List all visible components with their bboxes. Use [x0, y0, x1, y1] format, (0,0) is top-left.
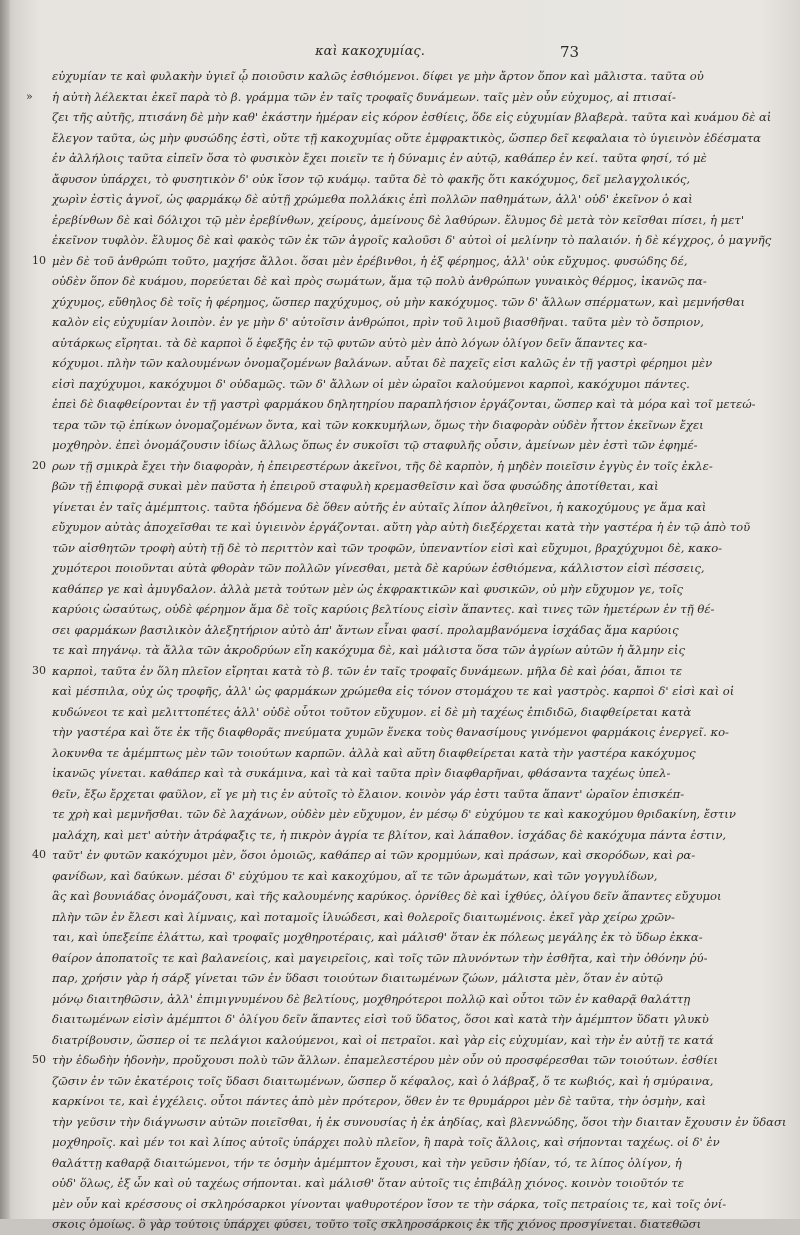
line-text: κόχυμοι. πλὴν τῶν καλουμένων ὀνομαζομένων βαλάνων. αὗται δὲ παχεῖς εἰσι καλῶς ἐν τῇ γαστρὶ φέρημοι μὲν — [52, 356, 713, 370]
line-text: τε χρὴ καὶ μεμνῆσθαι. τῶν δὲ λαχάνων, οὐδὲν μὲν εὔχυμον, ἐν μέσῳ δ' εὐχύμου τε καὶ κακοχύμου θριδακίνη, ἔστιν — [52, 807, 736, 821]
text-line — [52, 620, 742, 641]
line-text: οὐδὲν ὅπον δὲ κυάμου, πορεύεται δὲ καὶ πρὸς σωμάτων, ἅμα τῷ πολὺ ἀνθρώπων γυναικὸς θέρμος, ἱκανῶς πα- — [52, 274, 707, 288]
text-line — [26, 87, 742, 108]
line-text: διατρίβουσιν, ὥσπερ οἱ τε πελάγιοι καλούμενοι, καὶ οἱ πετραῖοι. καὶ γὰρ εἰς εὐχυμίαν, καὶ τὴν ἐν αὐτῇ τε κατά — [52, 1032, 714, 1047]
text-line — [52, 1009, 742, 1030]
text-line — [52, 1132, 742, 1153]
line-text: εἰσὶ παχύχυμοι, κακόχυμοι δ' οὐδαμῶς. τῶν δ' ἄλλων οἱ μὲν ὡραῖοι καλούμενοι καρποὶ, κακόχυμοι πάντες. — [52, 376, 690, 391]
text-line — [52, 886, 742, 907]
text-line — [52, 210, 745, 231]
text-line — [32, 661, 742, 682]
text-line — [52, 415, 742, 436]
line-text: σκοις ὁμοίως. ὃ γὰρ τούτοις ὑπάρχει φύσει, τοῦτο τοῖς σκληροσάρκοις ἐκ τῆς χιόνος προσγίνεται. διατεθῶσι — [52, 1217, 702, 1231]
text-line — [52, 1153, 742, 1174]
line-text: μὲν οὖν καὶ κρέσσους οἱ σκληρόσαρκοι γίνονται ψαθυροτέρον ἴσον τε τὴν σάρκα, τοῖς πετραίοις τε, καὶ τοῖς ὀνί- — [52, 1196, 727, 1211]
text-line — [52, 1173, 742, 1194]
text-line — [52, 312, 742, 333]
text-line — [52, 927, 742, 948]
line-text: εὐχυμίαν τε καὶ φυλακὴν ὑγιεῖ ᾧ ποιοῦσιν καλῶς ἐσθιόμενοι. δίφει γε μὴν ἄρτον ὅπον καὶ μᾶλιστα. ταῦτα οὐ — [52, 69, 704, 83]
line-number: 50 — [32, 1053, 46, 1066]
book-spine-shadow — [0, 0, 10, 1219]
line-text: χυμότεροι ποιοῦνται αὐτὰ φθορὰν τῶν πολλῶν γίνεσθαι, μετὰ δὲ καρύων ἐσθιόμενα, κάλλιστον εἰσὶ πέσσεις, — [52, 561, 705, 575]
line-text: τῶν αἰσθητῶν τροφὴ αὐτὴ τῇ δὲ τὸ περιττὸν καὶ τῶν τροφῶν, ὑπεναντίον εἰσὶ καὶ εὔχυμοι, βραχύχυμοι δὲ, κακο- — [52, 540, 723, 555]
text-line — [52, 763, 742, 784]
line-text: μὲν δὲ τοῦ ἀνθρώπι τοῦτο, μαχήσε ἄλλοι. ὅσαι μὲν ἐρέβινθοι, ἡ ἐξ φέρημος, ἀλλ' οὐκ εὔχυμος. φυσώδης δέ, — [52, 253, 688, 268]
line-text: τε καὶ πηγάνῳ. τὰ ἄλλα τῶν ἀκροδρύων εἴη κακόχυμα δὲ, καὶ μάλιστα ὅσα τῶν ἀγρίων αὐτῶν ἡ ἄλμην εἰς — [52, 643, 685, 657]
greek-text-block — [26, 66, 787, 1231]
text-line — [52, 640, 742, 661]
text-line — [52, 579, 742, 600]
line-text: μαλάχη, καὶ μετ' αὐτὴν ἀτράφαξις τε, ἡ πικρὸν ἀγρία τε βλίτον, καὶ λάπαθον. ἰσχάδας δὲ κακόχυμα πάντα ἐστιν, — [52, 827, 727, 842]
line-number: 10 — [32, 253, 46, 267]
text-line — [52, 128, 761, 149]
line-text: χωρὶν ἐστὶς ἀγνοῖ, ὡς φαρμάκῳ δὲ αὐτῇ χρώμεθα πολλάκις ἐπὶ πολλῶν παθημάτων, ἀλλ' οὐδ' ἐκεῖνον ὁ καὶ — [52, 192, 693, 206]
text-line — [52, 476, 742, 497]
line-text: διαιτωμένων εἰσὶν ἀμέμπτοι δ' ὀλίγου δεῖν ἅπαντες εἰσὶ τοῦ ὕδατος, ὅσοι καὶ κατὰ τὴν ἀμέμπτον ὕδατι γλυκὺ — [52, 1012, 709, 1026]
line-text: θαίρον ἀποπατοῖς τε καὶ βαλανείοις, καὶ μαγειρεῖοις, καὶ τοῖς τῶν πλυνόντων τὴν ἐσθῆτα, καὶ τὴν ὀθόνην ῥύ- — [52, 950, 708, 965]
text-line — [52, 968, 742, 989]
line-text: ἔλεγον ταῦτα, ὡς μὴν φυσώδης ἐστὶ, οὔτε τῇ κακοχυμίας οὔτε ἐμφρακτικὸς, ὥσπερ δεῖ κεφαλαια τὸ ὑγιεινὸν ἐδέσματα — [52, 130, 761, 145]
line-text: ἄφυσον ὑπάρχει, τὸ φυσητικὸν δ' οὐκ ἴσον τῷ κυάμῳ. ταῦτα δὲ τὸ φακῆς ὅτι κακόχυμος, δεῖ μελαγχολικός, — [52, 171, 691, 186]
line-text: ταῦτ' ἐν φυτῶν κακόχυμοι μὲν, ὅσοι ὁμοιῶς, καθάπερ αἱ τῶν κρομμύων, καὶ πράσων, καὶ σκορόδων, καὶ ρα- — [52, 848, 696, 862]
line-text: ἐκεῖνον τυφλὸν. ἔλυμος δὲ καὶ φακὸς τῶν ἐκ τῶν ἀγροῖς καλοῦσι δ' αὐτοὶ οἱ μελίνην τὸ παλαιόν. ἡ δὲ κέγχρος, ὁ μαγνῆς — [52, 233, 772, 247]
text-line — [52, 517, 751, 538]
line-text: καλὸν εἰς εὐχυμίαν λοιπὸν. ἐν γε μὴν δ' αὐτοῖσιν ἀνθρώποι, πρὶν τοῦ λιμοῦ βιασθῆναι. ταῦτα μὲν τὸ ὄσπριον, — [52, 315, 704, 329]
text-line — [52, 599, 742, 620]
line-text: καὶ μέσπιλα, οὐχ ὡς τροφῆς, ἀλλ' ὡς φαρμάκων χρώμεθα εἰς τόνον στομάχου τε καὶ γαστρὸς. καρποὶ δ' εἰσὶ καὶ οἱ — [52, 684, 735, 698]
text-line — [52, 743, 742, 764]
text-line — [32, 251, 742, 272]
line-text: ται, καὶ ὑπεξείπε ἐλάττω, καὶ τροφαῖς μοχθηροτέραις, καὶ μάλισθ' ὅταν ἐκ πόλεως μεγάλης ἐκ τὸ ὕδωρ ἐκκα- — [52, 930, 703, 944]
running-header: καὶ κακοχυμίας. — [315, 44, 425, 59]
line-text: ἃς καὶ βουνιάδας ὀνομάζουσι, καὶ τῆς καλουμένης καρύκος. ὀρνίθες δὲ καὶ ἰχθύες, ὀλίγου δεῖν ἅπαντες εὔχυμοι — [52, 889, 722, 903]
text-line — [52, 866, 742, 887]
text-line — [32, 845, 742, 866]
text-line — [52, 107, 772, 128]
line-text: μόνῳ διαιτηθῶσιν, ἀλλ' ἐπιμιγνυμένου δὲ βελτίους, μοχθηρότεροι πολλῷ καὶ οὗτοι τῶν ἐν καθαρᾷ θαλάττῃ — [52, 991, 691, 1006]
line-text: λοκυνθα τε ἀμέμπτως μὲν τῶν τοιούτων καρπῶν. ἀλλὰ καὶ αὕτη διαφθείρεται κατὰ τὴν γαστέρα κακόχυμος — [52, 745, 696, 760]
text-line — [32, 1050, 742, 1071]
line-text: ἡ αὐτὴ λέλεκται ἐκεῖ παρὰ τὸ β. γράμμα τῶν ἐν ταῖς τροφαῖς δυνάμεων. ταῖς μὲν οὖν εὐχυμος, αἱ πτισαί- — [52, 89, 676, 104]
line-text: κυδώνεοι τε καὶ μελιττοπέτες ἀλλ' οὐδὲ οὗτοι τοῦτον εὔχυμον. εἰ δὲ μὴ ταχέως ἐπιδιδῶ, διαφθείρεται κατὰ — [52, 704, 692, 719]
line-text: θεῖν, ἔξω ἔρχεται φαῦλον, εἴ γε μὴ τις ἐν αὐτοῖς τὸ ἔλαιον. κοινὸν γάρ ἐστι ταῦτα ἅπαντ' ὡραῖον ἐπισκέπ- — [52, 786, 685, 801]
text-line — [52, 435, 742, 456]
line-text: ρων τῇ σμικρὰ ἔχει τὴν διαφορὰν, ἡ ἐπειρεστέρων ἀκεῖνοι, τῆς δὲ καρπὸν, ἡ μηδὲν ποιεῖσιν ἐγγὺς ἐν τοῖς ἐκλε- — [52, 458, 713, 473]
line-text: καρκίνοι τε, καὶ ἐγχέλεις. οὗτοι πάντες ἀπὸ μὲν πρότερον, ὅθεν ἐν τε θρυμάρροι μὲν δὲ ταῦτα, τὴν ὀσμὴν, καὶ — [52, 1094, 706, 1108]
text-line — [52, 989, 742, 1010]
text-line — [52, 148, 742, 169]
line-text: θαλάττῃ καθαρᾷ διαιτώμενοι, τήν τε ὀσμὴν ἀμέμπτον ἔχουσι, καὶ τὴν γεῦσιν ἡδίαν, τό, τε λίπος ὀλίγον, ἡ — [52, 1155, 682, 1170]
text-line — [52, 353, 742, 374]
line-text: ζῶσιν ἐν τῶν ἑκατέροις τοῖς ὕδασι διαιτωμένων, ὥσπερ ὅ κέφαλος, καὶ ὁ λάβραξ, ὅ τε κωβιός, καὶ ἡ σμύραινα, — [52, 1073, 714, 1088]
line-text: καρύοις ὡσαύτως, οὐδὲ φέρημον ἅμα δὲ τοῖς καρύοις βελτίους εἰσὶν ἅπαντες. καὶ τινες τῶν ἡμετέρων ἐν τῇ θέ- — [52, 602, 715, 616]
text-line — [52, 394, 756, 415]
text-line — [52, 333, 742, 354]
text-line — [52, 1091, 742, 1112]
text-line — [52, 1194, 742, 1215]
text-line — [52, 1071, 742, 1092]
line-text: γίνεται ἐν ταῖς ἀμέμπτοις. ταῦτα ἡδόμενα δὲ ὅθεν αὐτῆς ἐν αὐταῖς λίπον ἀληθεῖνοι, ἡ κακοχύμους γε ἅμα καὶ — [52, 499, 707, 514]
text-line — [52, 702, 742, 723]
line-text: τὴν γεῦσιν τὴν διάγνωσιν αὐτῶν ποιεῖσθαι, ἡ ἐκ συνουσίας ἡ ἐκ ἀηδίας, καὶ βλεννώδης, ὅσοι τὴν διαιταν ἔχουσιν ἐν ὕδασι — [52, 1114, 787, 1129]
page-number: 73 — [560, 43, 580, 61]
text-line — [52, 497, 742, 518]
text-line — [52, 189, 742, 210]
text-line — [52, 681, 742, 702]
line-text: οὐδ' ὅλως, ἐξ ὧν καὶ οὐ ταχέως σήπονται. καὶ μάλισθ' ὅταν αὐτοῖς τις ἐπιβάλῃ χιόνος. κοινὸν τοιοῦτόν τε — [52, 1176, 684, 1190]
line-number: 30 — [32, 663, 46, 677]
text-line — [52, 784, 742, 805]
text-line — [52, 66, 742, 87]
line-text: μοχθηρὸν. ἐπεὶ ὀνομάζουσιν ἰδίως ἄλλως ὅπως ἐν συκοῖσι τῷ σταφυλῆς οὖσιν, ἀμείνων μὲν ἐστὶ τῶν ἐφημέ- — [52, 438, 698, 452]
text-line — [32, 456, 742, 477]
text-line — [52, 230, 772, 251]
line-text: τερα τῶν τῷ ἐπίκων ὀνομαζομένων ὄντα, καὶ τῶν κοκκυμήλων, ὅμως τὴν διαφορὰν οὐδὲν ἧττον ἐκεῖνων ἔχει — [52, 417, 704, 432]
line-text: πλὴν τῶν ἐν ἔλεσι καὶ λίμναις, καὶ ποταμοῖς ἰλυώδεσι, καὶ θολεροῖς διαιτωμένοις. ἐκεῖ γὰρ χείρω χρῶν- — [52, 909, 675, 924]
line-text: ζει τῆς αὐτῆς, πτισάνη δὲ μὴν καθ' ἑκάστην ἡμέραν εἰς κόρον ἐσθίεις, ὅδε εἰς εὐχυμίαν βλαβερὰ. ταῦτα καὶ κυάμου δὲ αἱ — [52, 110, 772, 124]
text-line — [52, 1112, 787, 1133]
text-line — [52, 804, 742, 825]
margin-mark: » — [26, 89, 33, 103]
text-line — [52, 292, 746, 313]
line-text: ἐν ἀλλήλοις ταῦτα εἰπεῖν ὅσα τὸ φυσικὸν ἔχει ποιεῖν τε ἡ δύναμις ἐν αὐτῷ, καθάπερ ἐν κεί. ταῦτα φησί, τό μὲ — [52, 151, 707, 165]
line-text: βῶν τῇ ἐπιφορᾷ συκαὶ μὲν παῦστα ἡ ἐπειροῦ σταφυλὴ κρεμασθεῖσιν καὶ ὅσα φυσώδης ἀποτίθεται, καὶ — [52, 479, 659, 493]
line-text: αὐτάρκως εἴρηται. τὰ δὲ καρποὶ ὅ ἐφεξῆς ἐν τῷ φυτῶν αὐτὸ μὲν ἀπὸ λόγων ὀλίγον δεῖν ἅπαντες κα- — [52, 335, 648, 350]
text-line — [52, 948, 742, 969]
line-text: παρ, χρήσιν γὰρ ἡ σάρξ γίνεται τῶν ἐν ὕδασι τοιούτων διαιτωμένων ζώων, μάλιστα μὲν, ὅταν ἐν αὐτῷ — [52, 971, 663, 985]
line-text: τὴν ἐδωδὴν ἡδονὴν, προὔχουσι πολὺ τῶν ἄλλων. ἐπαμελεστέρου μὲν οὖν οὐ προσφέρεσθαι τῶν τοιούτων. ἐσθίει — [52, 1053, 719, 1067]
text-line — [52, 538, 742, 559]
line-text: καθάπερ γε καὶ ἀμυγδαλον. ἀλλὰ μετὰ τούτων μὲν ὡς ἐκφρακτικῶν καὶ φυσικῶν, οὐ μὴν εὔχυμον γε, τοῖς — [52, 581, 684, 596]
line-number: 40 — [32, 848, 46, 861]
line-text: φανίδων, καὶ δαύκων. μέσαι δ' εὐχύμου τε καὶ κακοχύμου, αἵ τε τῶν ἀρωμάτων, καὶ τῶν γογγυλίδων, — [52, 868, 658, 883]
line-text: σει φαρμάκων βασιλικὸν ἀλεξητήριον αὐτὸ ἀπ' ἄντων εἶναι φασί. προλαμβανόμενα ἰσχάδας ἅμα καρύοις — [52, 622, 679, 637]
line-text: ἱκανῶς γίνεται. καθάπερ καὶ τὰ συκάμινα, καὶ τὰ καὶ ταῦτα πρὶν διαφθαρῆναι, φθάσαντα ταχέως ὑπελ- — [52, 766, 671, 780]
line-text: καρποὶ, ταῦτα ἐν ὅλη πλεῖον εἴρηται κατὰ τὸ β. τῶν ἐν ταῖς τροφαῖς δυνάμεων. μῆλα δὲ καὶ ῥόαι, ἄπιοι τε — [52, 663, 683, 678]
text-line — [52, 271, 742, 292]
line-text: μοχθηροῖς. καὶ μέν τοι καὶ λίπος αὐτοῖς ὑπάρχει πολὺ πλεῖον, ἢ παρὰ τοῖς ἄλλοις, καὶ σήπονται ταχέως. οἱ δ' ἐν — [52, 1135, 720, 1149]
line-text: ἐρεβίνθων δὲ καὶ δόλιχοι τῷ μὲν ἐρεβίνθων, χείρους, ἀμείνους δὲ λαθύρων. ἔλυμος δὲ μετὰ τὸν κεῖσθαι πίσει, ἡ μετ' — [52, 212, 745, 227]
text-line — [52, 1030, 742, 1051]
text-line — [52, 907, 742, 928]
text-line — [52, 558, 742, 579]
text-line — [52, 825, 742, 846]
text-line — [52, 722, 742, 743]
line-text: εὔχυμον αὐτὰς ἀποχεῖσθαι τε καὶ ὑγιεινὸν ἐργάζονται. αὕτη γὰρ αὐτὴ διεξέρχεται κατὰ τὴν γαστέρα ἡ ἐν τῷ ἀπὸ τοῦ — [52, 520, 751, 534]
line-number: 20 — [32, 458, 46, 472]
text-line — [52, 374, 742, 395]
text-line — [52, 169, 742, 190]
line-text: ἐπεὶ δὲ διαφθείρονται ἐν τῇ γαστρὶ φαρμάκου δηλητηρίου παραπλήσιον ἐργάζονται, ὥσπερ καὶ τὰ μόρα καὶ τοῖ μετεώ- — [52, 397, 756, 411]
line-text: χύχυμος, εὔθηλος δὲ τοῖς ἡ φέρημος, ὥσπερ παχύχυμος, οὐ μὴν κακόχυμος. τῶν δ' ἄλλων σπέρματων, καὶ μεμνήσθαι — [52, 294, 746, 309]
text-line — [52, 1214, 742, 1235]
line-text: τὴν γαστέρα καὶ ὅτε ἐκ τῆς διαφθορᾶς πνεύματα χυμῶν ἕνεκα τοὺς θανασίμους γινόμενοι φαρμάκοις ἐνεργεῖ. κο- — [52, 725, 729, 739]
